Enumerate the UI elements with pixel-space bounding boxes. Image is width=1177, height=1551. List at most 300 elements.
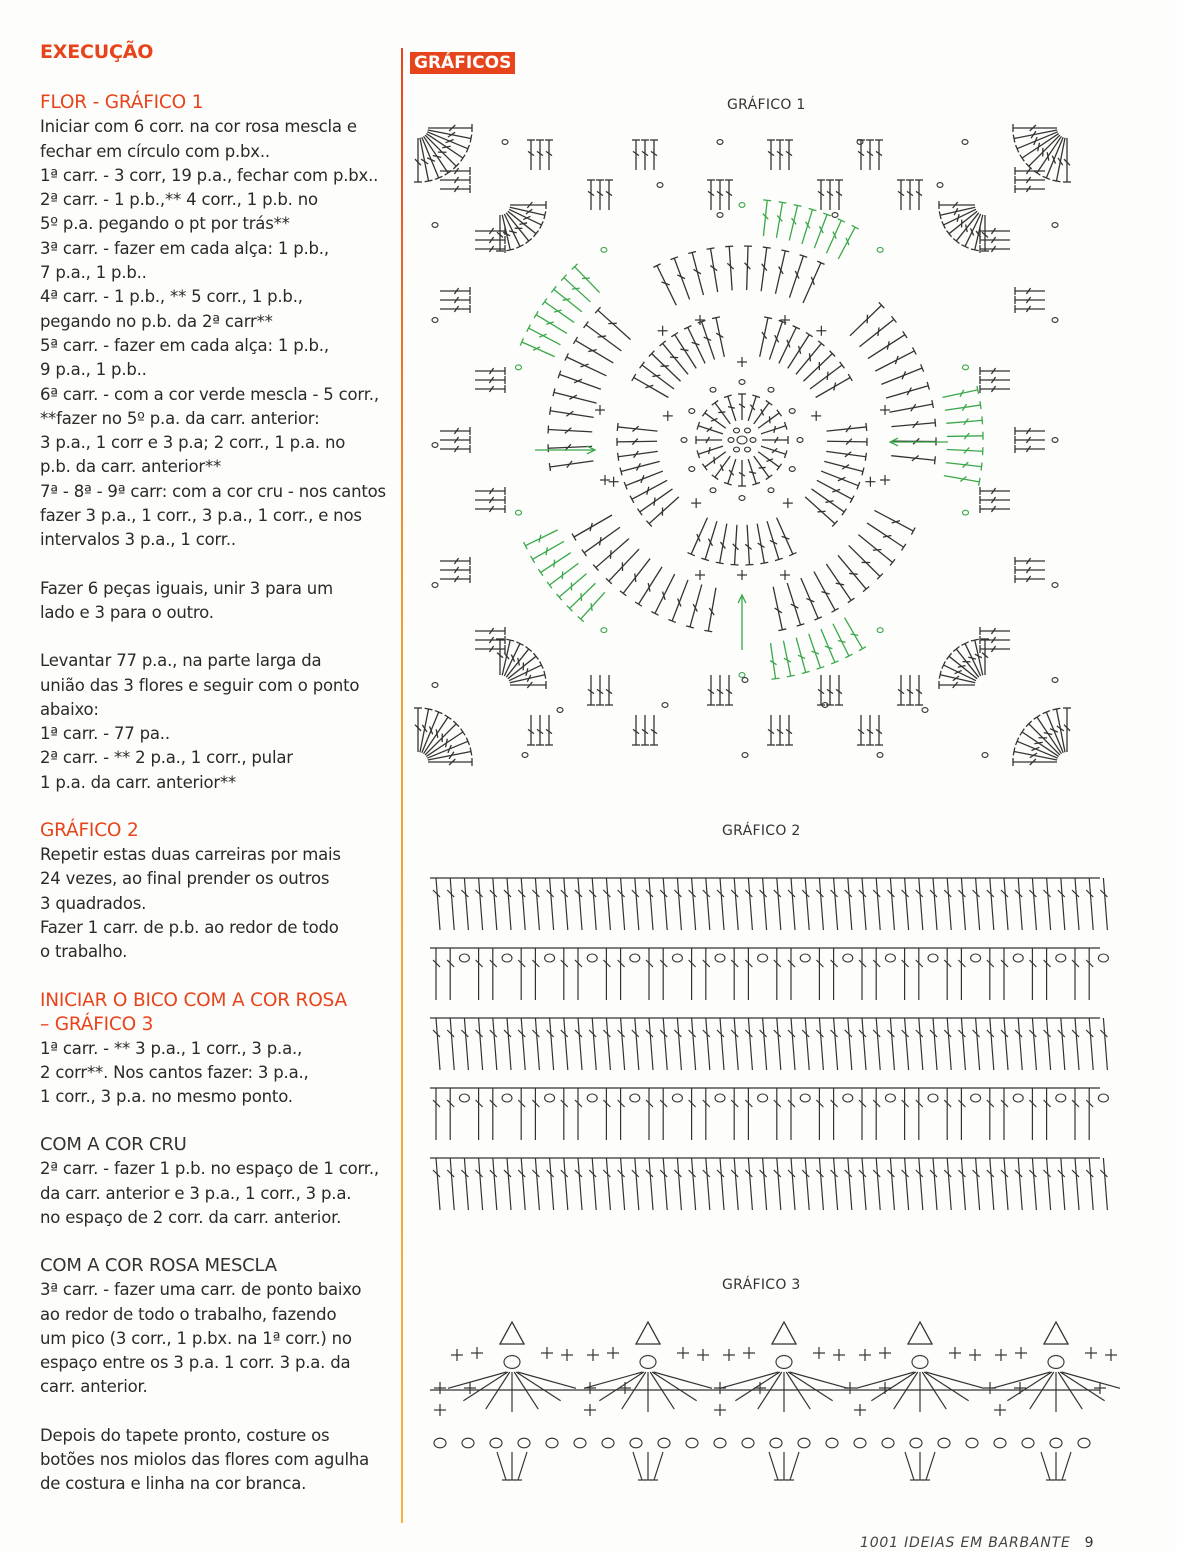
stitch-dc (589, 1158, 596, 1210)
stitch-dc (518, 948, 525, 1000)
stitch-dc (689, 1088, 696, 1140)
instruction-line: lado e 3 para o outro. (40, 601, 390, 625)
stitch-sc (434, 1404, 446, 1416)
stitch-sc (697, 1349, 709, 1361)
section-title: COM A COR CRU (40, 1133, 390, 1157)
stitch-dc (686, 583, 706, 628)
stitch-dc (788, 878, 795, 930)
stitch-dc (587, 675, 595, 705)
stitch-sc (754, 1382, 766, 1394)
stitch-chain (937, 183, 943, 188)
instruction-line: Fazer 6 peças iguais, unir 3 para um (40, 577, 390, 601)
stitch-dc (1052, 1452, 1060, 1480)
stitch-dc (731, 878, 738, 930)
stitch-chain (994, 1438, 1006, 1448)
stitch-dc (944, 401, 981, 414)
stitch-chain (502, 140, 508, 145)
stitch-chain (1098, 1094, 1108, 1102)
stitch-dc (769, 1452, 782, 1480)
stitch-dc (475, 367, 505, 375)
stitch-dc (915, 180, 923, 210)
stitch-chain (546, 1438, 558, 1448)
stitch-dc (1015, 305, 1045, 313)
stitch-dc (987, 1088, 994, 1140)
stitch-dc (930, 878, 937, 930)
stitch-group (440, 287, 470, 313)
stitch-dc (816, 878, 823, 930)
stitch-dc (944, 1158, 951, 1210)
stitch-sc (865, 477, 875, 487)
stitch-dc (490, 1158, 497, 1210)
stitch-chain (602, 1438, 614, 1448)
stitch-chain (630, 1438, 642, 1448)
stitch-dc (823, 458, 864, 476)
instruction-line: 7ª - 8ª - 9ª carr: com a cor cru - nos cantos (40, 480, 390, 504)
stitch-dc (689, 1158, 696, 1210)
stitch-dc (905, 1452, 918, 1480)
stitch-chain (587, 954, 597, 962)
stitch-dc (1015, 436, 1045, 444)
stitch-dc (646, 1158, 653, 1210)
stitch-chain (877, 753, 883, 758)
stitch-dc (603, 1158, 610, 1210)
stitch-dc (508, 1452, 516, 1480)
stitch-chain (434, 1438, 446, 1448)
stitch-dc (958, 878, 965, 930)
stitch-dc (561, 1088, 568, 1140)
stitch-dc (835, 553, 869, 592)
stitch-sc (969, 1349, 981, 1361)
stitch-dc (1015, 176, 1045, 184)
stitch-dc (875, 140, 883, 170)
stitch-chain (630, 1094, 640, 1102)
stitch-dc (1015, 557, 1045, 565)
stitch-dc (632, 140, 640, 170)
stitch-dc (906, 675, 914, 705)
stitch-chain (662, 703, 668, 708)
stitch-chain (882, 1438, 894, 1448)
stitch-dc (835, 225, 859, 261)
stitch-dc (784, 333, 812, 371)
stitch-dc (789, 1372, 847, 1388)
stitch-dc (476, 1018, 483, 1070)
stitch-dc (447, 948, 454, 1000)
stitch-dc (774, 878, 781, 930)
instruction-line: fechar em círculo com p.bx.. (40, 140, 390, 164)
stitch-sc (984, 1382, 996, 1394)
stitch-dc (704, 587, 720, 632)
stitch-dc (866, 140, 874, 170)
stitch-dc (857, 715, 865, 745)
stitch-dc (620, 458, 661, 476)
stitch-dc (776, 715, 784, 745)
stitch-dc (947, 432, 983, 441)
stitch-dc (891, 419, 936, 431)
stitch-dc (958, 1158, 965, 1210)
stitch-dc (475, 376, 505, 384)
stitch-chain (962, 510, 968, 515)
stitch-dc (490, 878, 497, 930)
stitch-sc (691, 498, 701, 508)
stitch-chain (739, 380, 745, 385)
stitch-sc (995, 1349, 1007, 1361)
stitch-dc (653, 1372, 711, 1388)
stitch-chain (432, 583, 438, 588)
stitch-dc (545, 140, 553, 170)
stitch-dc (603, 878, 610, 930)
stitch-dc (716, 675, 724, 705)
stitch-dc (589, 878, 596, 930)
stitch-dc (930, 1158, 937, 1210)
stitch-dc (1100, 1018, 1107, 1070)
stitch-chain (912, 1356, 928, 1369)
stitch-dc (958, 948, 965, 1000)
stitch-dc (572, 264, 603, 295)
stitch-dc (660, 1088, 667, 1140)
stitch-sc (1014, 1382, 1026, 1394)
stitch-dc (887, 1158, 894, 1210)
stitch-dc (831, 948, 838, 1000)
instruction-line: 3ª carr. - fazer em cada alça: 1 p.b., (40, 237, 390, 261)
stitch-dc (650, 715, 658, 745)
stitch-sc (949, 1347, 961, 1359)
stitch-dc (660, 341, 692, 377)
instruction-line: 1ª carr. - 77 pa.. (40, 722, 390, 746)
stitch-dc (1001, 1088, 1008, 1140)
stitch-sc (714, 1382, 726, 1394)
stitch-dc (767, 715, 775, 745)
stitch-dc (565, 353, 608, 379)
stitch-dc (644, 1452, 652, 1480)
stitch-dc (841, 616, 866, 651)
stitch-chain (758, 954, 768, 962)
stitch-dc (618, 1018, 625, 1070)
stitch-dc (902, 1088, 909, 1140)
stitch-sc (879, 1347, 891, 1359)
direction-arrow (738, 595, 746, 650)
chart2-label: GRÁFICO 2 (722, 823, 801, 839)
stitch-dc (725, 180, 733, 210)
stitch-chain (1052, 583, 1058, 588)
stitch-dc (1058, 1158, 1065, 1210)
stitch-sc (880, 475, 890, 485)
stitch-dc (440, 575, 470, 583)
stitch-dc (433, 948, 440, 1000)
stitch-dc (859, 1158, 866, 1210)
stitch-dc (892, 437, 936, 445)
stitch-dc (788, 1018, 795, 1070)
stitch-dc (716, 523, 731, 564)
stitch-chain (587, 1094, 597, 1102)
stitch-dc (440, 176, 470, 184)
stitch-dc (792, 637, 809, 674)
picot (908, 1322, 932, 1344)
stitch-group (440, 167, 470, 193)
stitch-chain (832, 213, 838, 218)
stitch-chain (971, 1094, 981, 1102)
stitch-dc (1072, 1158, 1079, 1210)
stitch-dc (440, 557, 470, 565)
instruction-line: 4ª carr. - 1 p.b., ** 5 corr., 1 p.b., (40, 285, 390, 309)
stitch-dc (703, 1088, 710, 1140)
stitch-dc (1015, 427, 1045, 435)
stitch-dc (939, 201, 975, 209)
stitch-dc (650, 1452, 663, 1480)
stitch-dc (925, 1372, 983, 1388)
stitch-chain (672, 1094, 682, 1102)
stitch-dc (633, 1452, 646, 1480)
stitch-chain (1050, 1438, 1062, 1448)
stitch-dc (650, 140, 658, 170)
stitch-dc (440, 436, 470, 444)
instruction-line: 1 p.a. da carr. anterior** (40, 771, 390, 795)
stitch-dc (859, 878, 866, 930)
stitch-dc (440, 427, 470, 435)
instruction-line: botões nos miolos das flores com agulha (40, 1448, 390, 1472)
stitch-chain (686, 1438, 698, 1448)
stitch-dc (476, 948, 483, 1000)
stitch-dc (743, 246, 752, 290)
stitch-sc (811, 411, 821, 421)
stitch-dc (786, 255, 808, 299)
stitch-dc (520, 338, 556, 360)
section-title: FLOR - GRÁFICO 1 (40, 91, 390, 115)
stitch-dc (944, 1088, 951, 1140)
stitch-dc (891, 452, 936, 465)
stitch-dc (1015, 296, 1045, 304)
stitch-chain (800, 1094, 810, 1102)
stitch-dc (887, 878, 894, 930)
stitch-dc (584, 1372, 642, 1388)
stitch-dc (873, 948, 880, 1000)
stitch-group (475, 227, 505, 253)
stitch-dc (887, 1018, 894, 1070)
stitch-group (980, 367, 1010, 393)
stitch-dc (668, 578, 691, 622)
stitch-dc (1015, 1158, 1022, 1210)
stitch-dc (510, 201, 546, 209)
instruction-line: de costura e linha na cor branca. (40, 1472, 390, 1496)
stitch-chain (877, 247, 883, 252)
stitch-group (475, 487, 505, 513)
stitch-dc (1041, 1452, 1054, 1480)
stitch-dc (510, 681, 546, 689)
stitch-dc (958, 1018, 965, 1070)
stitch-dc (547, 878, 554, 930)
stitch-dc (831, 1158, 838, 1210)
stitch-dc (646, 494, 681, 527)
stitch-dc (802, 1158, 809, 1210)
stitch-chain (734, 428, 740, 433)
stitch-dc (780, 640, 795, 677)
stitch-dc (596, 675, 604, 705)
stitch-dc (447, 1088, 454, 1140)
stitch-dc (942, 386, 979, 401)
stitch-chain (459, 1094, 469, 1102)
stitch-dc (820, 467, 860, 489)
instruction-line: espaço entre os 3 p.a. 1 corr. 3 p.a. da (40, 1351, 390, 1375)
stitch-chain (432, 443, 438, 448)
stitch-dc (575, 878, 582, 930)
stitch-chain (1056, 954, 1066, 962)
section-title: INICIAR O BICO COM A COR ROSA – GRÁFICO 3 (40, 989, 390, 1037)
stitch-dc (980, 367, 1010, 375)
stitch-chain (962, 365, 968, 370)
stitch-group (980, 227, 1010, 253)
stitch-dc (798, 208, 816, 245)
stitch-chain (789, 467, 795, 472)
stitch-dc (785, 140, 793, 170)
stitch-dc (1086, 1158, 1093, 1210)
stitch-dc (873, 1018, 880, 1070)
stitch-dc (476, 1158, 483, 1210)
stitch-chain (459, 954, 469, 962)
stitch-sc (723, 1349, 735, 1361)
stitch-dc (845, 1018, 852, 1070)
stitch-sc (994, 1404, 1006, 1416)
instruction-line: o trabalho. (40, 940, 390, 964)
stitch-dc (646, 878, 653, 930)
stitch-chain (922, 708, 928, 713)
chart1-label: GRÁFICO 1 (727, 97, 806, 113)
stitch-dc (504, 878, 511, 930)
stitch-dc (885, 382, 929, 402)
stitch-dc (916, 1452, 924, 1480)
stitch-dc (943, 472, 980, 486)
stitch-dc (802, 1018, 809, 1070)
stitch-dc (475, 627, 505, 635)
stitch-dc (1015, 566, 1045, 574)
instruction-line: 9 p.a., 1 p.b.. (40, 358, 390, 382)
stitch-dc (1029, 878, 1036, 930)
stitch-dc (660, 1018, 667, 1070)
stitch-dc (816, 1018, 823, 1070)
stitch-dc (1044, 948, 1051, 1000)
stitch-dc (532, 1018, 539, 1070)
stitch-dc (902, 948, 909, 1000)
stitch-dc (1086, 948, 1093, 1000)
stitch-dc (826, 675, 834, 705)
stitch-dc (785, 205, 801, 242)
stitch-dc (1015, 445, 1045, 453)
stitch-chain (739, 203, 745, 208)
stitch-dc (641, 140, 649, 170)
stitch-dc (987, 878, 994, 930)
stitch-dc (1015, 1018, 1022, 1070)
stitch-dc (980, 385, 1010, 393)
stitch-dc (720, 1372, 778, 1388)
stitch-chain (717, 140, 723, 145)
stitch-dc (859, 1088, 866, 1140)
stitch-dc (738, 394, 746, 420)
stitch-dc (725, 246, 736, 290)
instruction-line: 2ª carr. - ** 2 p.a., 1 corr., pular (40, 746, 390, 770)
stitch-sc (619, 1382, 631, 1394)
stitch-dc (987, 1018, 994, 1070)
stitch-dc (811, 213, 831, 250)
stitch-dc (557, 571, 590, 601)
stitch-dc (897, 675, 905, 705)
stitch-chain (758, 1094, 768, 1102)
stitch-sc (854, 1404, 866, 1416)
chart3-diagram (430, 1322, 1120, 1480)
stitch-sc (816, 326, 826, 336)
stitch-chain (768, 488, 774, 493)
stitch-chain (1048, 1356, 1064, 1369)
instruction-line: abaixo: (40, 698, 390, 722)
stitch-dc (815, 477, 854, 503)
page-number: 9 (1085, 1535, 1095, 1551)
stitch-group (1015, 557, 1045, 583)
stitch-dc (776, 140, 784, 170)
stitch-chain (826, 1438, 838, 1448)
stitch-dc (1100, 1158, 1107, 1210)
stitch-dc (603, 1088, 610, 1140)
stitch-dc (536, 140, 544, 170)
instruction-line: Iniciar com 6 corr. na cor rosa mescla e (40, 115, 390, 139)
stitch-dc (433, 1158, 440, 1210)
stitch-dc (674, 1158, 681, 1210)
stitch-dc (514, 1452, 527, 1480)
stitch-dc (817, 675, 825, 705)
stitch-sc (880, 405, 890, 415)
instruction-line: da carr. anterior e 3 p.a., 1 corr., 3 p.a. (40, 1182, 390, 1206)
stitch-chain (715, 1094, 725, 1102)
stitch-dc (916, 948, 923, 1000)
stitch-dc (873, 1088, 880, 1140)
stitch-dc (809, 486, 846, 516)
stitch-dc (717, 1018, 724, 1070)
instruction-line: 2ª carr. - fazer 1 p.b. no espaço de 1 corr., (40, 1157, 390, 1181)
stitch-chain (502, 1094, 512, 1102)
stitch-dc (532, 1158, 539, 1210)
stitch-chain (490, 1438, 502, 1448)
section-title: GRÁFICO 2 (40, 819, 390, 843)
stitch-sc (879, 1382, 891, 1394)
stitch-dc (817, 628, 838, 664)
stitch-dc (1072, 948, 1079, 1000)
stitch-dc (944, 878, 951, 930)
stitch-dc (518, 878, 525, 930)
stitch-chain (728, 438, 734, 443)
stitch-dc (527, 325, 563, 349)
stitch-dc (992, 1372, 1050, 1388)
instruction-line: 1ª carr. - ** 3 p.a., 1 corr., 3 p.a., (40, 1037, 390, 1061)
stitch-dc (561, 878, 568, 930)
stitch-dc (1044, 1158, 1051, 1210)
instruction-line: 5ª carr. - fazer em cada alça: 1 p.b., (40, 334, 390, 358)
stitch-dc (717, 878, 724, 930)
stitch-group (440, 427, 470, 453)
stitch-dc (760, 1158, 767, 1210)
stitch-chain (800, 954, 810, 962)
stitch-dc (944, 948, 951, 1000)
stitch-dc (707, 248, 722, 293)
stitch-dc (440, 296, 470, 304)
stitch-dc (632, 878, 639, 930)
stitch-dc (447, 1158, 454, 1210)
stitch-chain (843, 1094, 853, 1102)
stitch-dc (889, 400, 934, 416)
stitch-dc (688, 251, 707, 296)
instruction-line: 1 corr., 3 p.a. no mesmo ponto. (40, 1085, 390, 1109)
stitch-chain (742, 678, 748, 683)
stitch-dc (490, 948, 497, 1000)
stitch-sc (859, 1349, 871, 1361)
stitch-dc (1086, 1088, 1093, 1140)
stitch-dc (826, 180, 834, 210)
stitch-dc (550, 407, 595, 422)
